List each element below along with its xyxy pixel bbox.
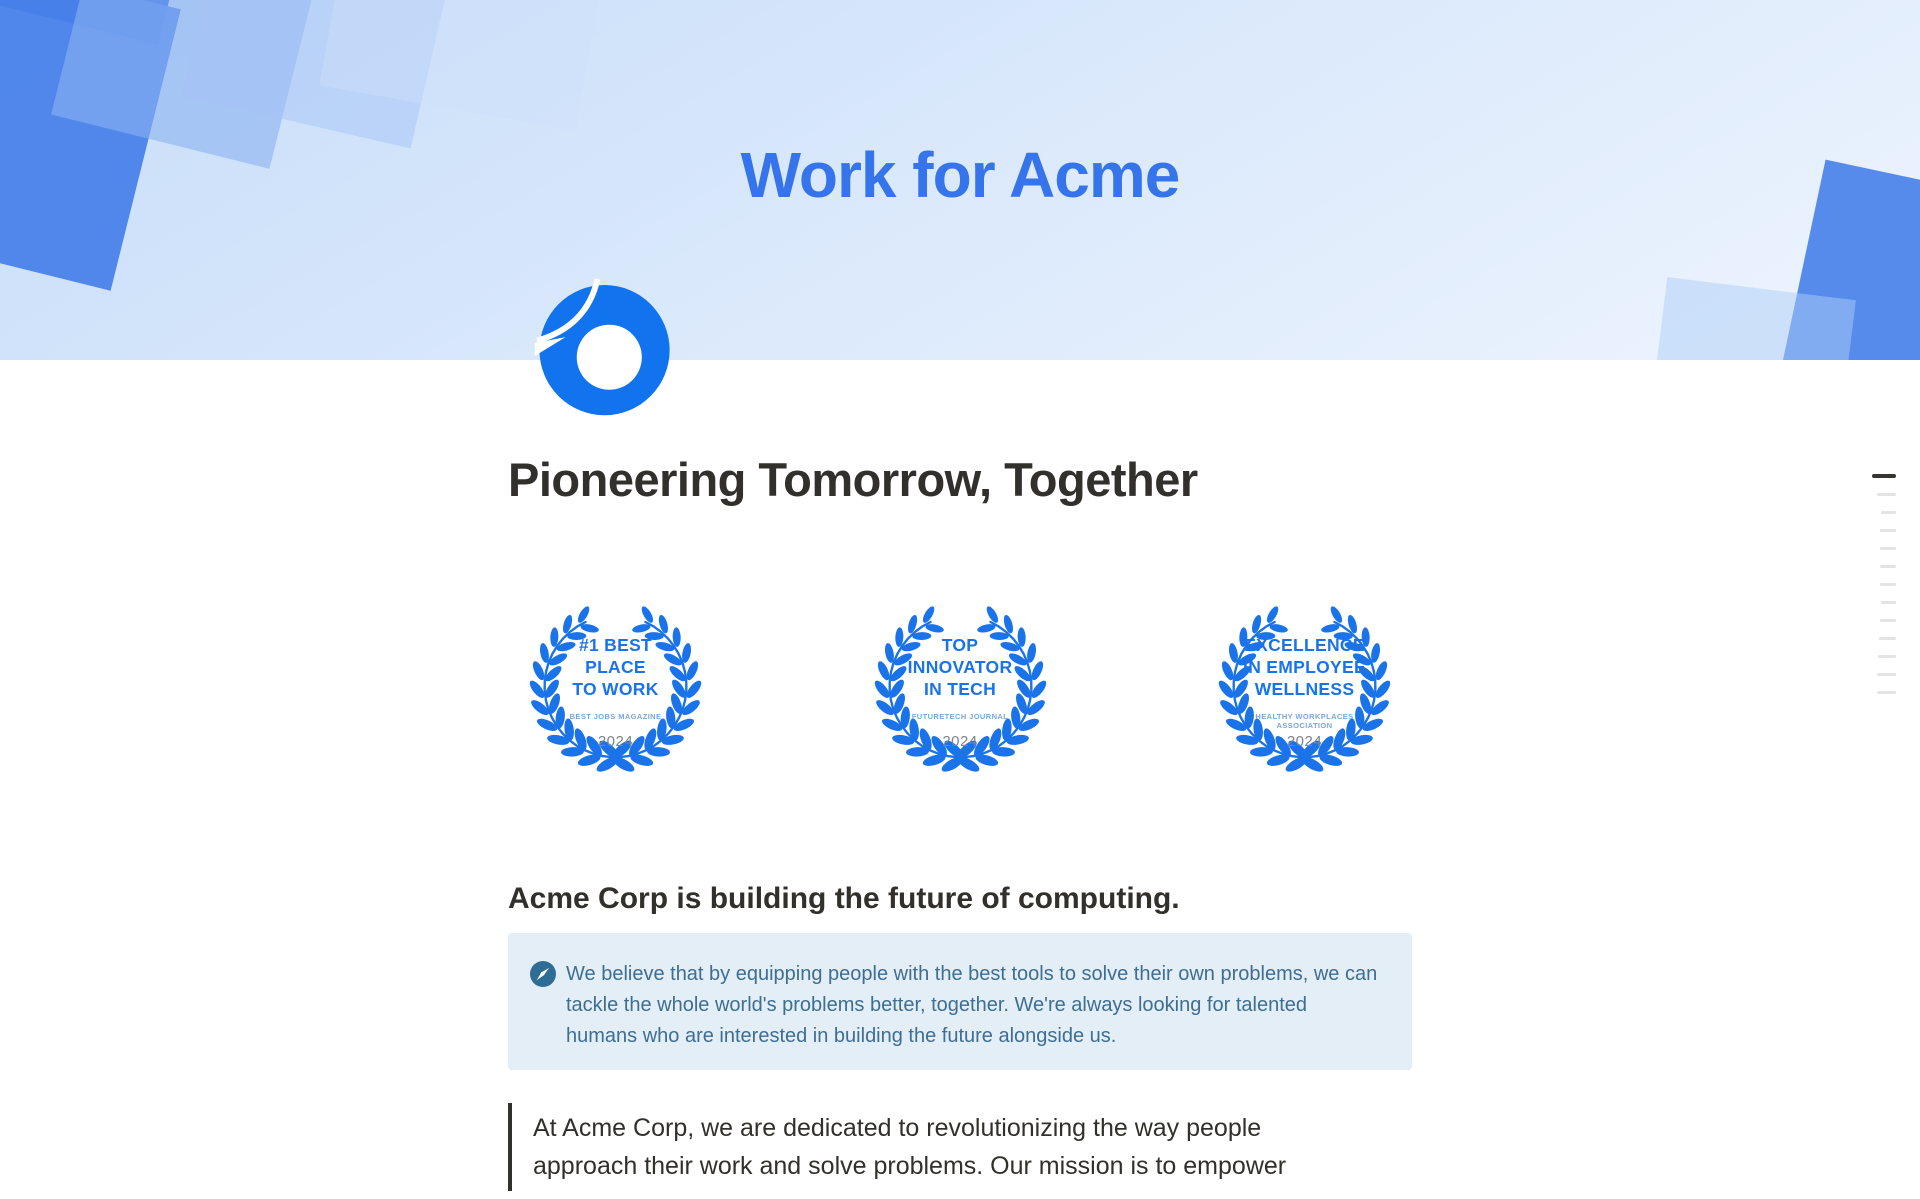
outline-bar[interactable] [1881,601,1896,604]
award-title-line: WELLNESS [1254,679,1355,699]
award-title-line: #1 BEST [578,635,653,655]
award-year: 2024 [597,733,634,750]
award-source: FUTURETECH JOURNAL [911,712,1009,721]
award-title-line: TOP [941,635,979,655]
quote-text: At Acme Corp, we are dedicated to revolutionizing the way people approach their work and solve problems. Our mission is to empower [533,1114,1287,1180]
outline-bar-active[interactable] [1872,474,1896,478]
award-year: 2024 [1286,733,1323,750]
page-content [508,0,1412,1199]
outline-bar[interactable] [1877,493,1896,496]
mission-callout [508,933,1412,1070]
acme-ring-logo-icon [530,272,672,420]
compass-icon [530,961,556,987]
mission-heading: Acme Corp is building the future of computing. [508,882,1180,915]
award-title [853,634,1068,700]
outline-bar[interactable] [1877,691,1896,694]
awards-row [508,598,1412,781]
mission-quote [508,1103,1328,1191]
page-title: Work for Acme [740,139,1180,211]
award-title-line: INNOVATOR [907,657,1013,677]
award-badge-best-place [508,598,723,781]
award-title-line: IN EMPLOYEE [1243,657,1366,677]
award-badge-top-innovator [853,598,1068,781]
award-source: BEST JOBS MAGAZINE [569,712,662,721]
outline-bar[interactable] [1880,583,1896,586]
outline-bar[interactable] [1877,673,1896,676]
outline-bar[interactable] [1880,529,1896,532]
award-title [1197,634,1412,700]
award-year: 2024 [942,733,978,750]
award-title-line: EXCELLENCE [1244,635,1365,655]
award-title-line: PLACE [585,657,646,677]
outline-bar[interactable] [1880,565,1896,568]
page-outline [1870,474,1896,709]
outline-bar[interactable] [1878,655,1896,658]
outline-bar[interactable] [1880,547,1896,550]
award-title-line: IN TECH [923,679,997,699]
callout-text: We believe that by equipping people with the best tools to solve their own problems, we can tackle the whole world's problems better, together. We're always looking for talented humans who are interested in building the future alongside us. [566,963,1378,1047]
outline-bar[interactable] [1881,511,1896,514]
outline-bar[interactable] [1879,637,1896,640]
award-badge-wellness [1197,598,1412,781]
award-title [508,634,723,700]
outline-bar[interactable] [1880,619,1896,622]
award-source: HEALTHY WORKPLACES ASSOCIATION [1255,712,1354,730]
page-heading: Pioneering Tomorrow, Together [508,453,1198,506]
award-title-line: TO WORK [572,679,659,699]
